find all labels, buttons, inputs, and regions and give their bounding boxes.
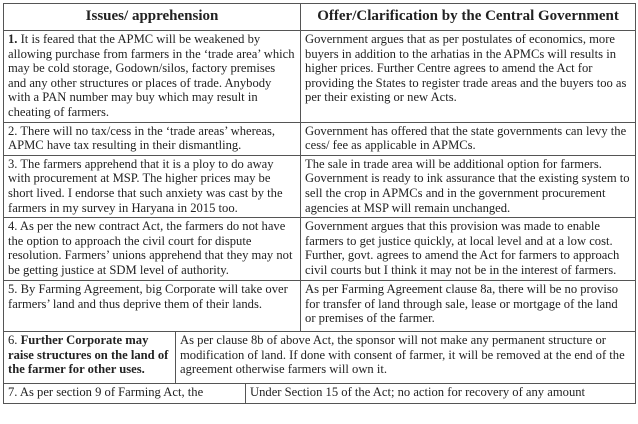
offer-cell: Under Section 15 of the Act; no action for recovery of any amount — [246, 384, 636, 404]
offer-cell: As per clause 8b of above Act, the sponsor will not make any permanent structure or modification of land. If done with consent of farmer, it will be removed at the end of the agreement otherwise farmers will own it. — [176, 332, 636, 384]
issue-number: 6. — [8, 333, 18, 348]
issue-cell: 5. By Farming Agreement, big Corporate will take over farmers’ land and thus deprive them of their lands. — [4, 281, 301, 332]
table-row — [4, 281, 636, 332]
issue-cell: 4. As per the new contract Act, the farmers do not have the option to approach the civil court for dispute resolution. Farmers’ unions apprehend that they may not be getting justice at SDM level of authority. — [4, 218, 301, 281]
offer-header: Offer/Clarification by the Central Government — [301, 4, 636, 31]
table-row — [4, 122, 636, 155]
issues-table — [3, 3, 636, 404]
offer-cell: Government argues that this provision was made to enable farmers to get justice quickly, at local level and at a low cost. Further, govt. agrees to amend the Act for farmers to approach civil courts but I think it may not be in the interest of farmers. — [301, 218, 636, 281]
table-row — [4, 155, 636, 217]
issue-cell: 2. There will no tax/cess in the ‘trade areas’ whereas, APMC have tax resulting in their dismantling. — [4, 122, 301, 155]
issue-cell: 3. The farmers apprehend that it is a ploy to do away with procurement at MSP. The higher prices may be short lived. I endorse that such anxiety was cast by the farmers in my survey in Haryana in 2015 too. — [4, 155, 301, 217]
issue-text: Further Corporate may raise structures on the land of the farmer for other uses. — [8, 333, 169, 377]
offer-cell: The sale in trade area will be additional option for farmers. Government is ready to ink assurance that the existing system to sell the crop in APMCs and in the government procurement agencies at MSP will remain unchanged. — [301, 155, 636, 217]
table-row — [4, 332, 636, 384]
header-row — [4, 4, 636, 31]
offer-cell: Government argues that as per postulates of economics, more buyers in addition to the arhatias in the APMCs will results in higher prices. Further Centre agrees to amend the Act for providing the States to register trade areas and the buyers too as per their existing or new Acts. — [301, 31, 636, 123]
issue-cell — [4, 31, 301, 123]
issue-text: It is feared that the APMC will be weakened by allowing purchase from farmers in the ‘trade area’ which may be cold storage, Godown/silos, factory premises and any other structures or places of trade. Anybody with a PAN number may buy which may result in cheating of farmers. — [8, 32, 295, 119]
issues-header: Issues/ apprehension — [4, 4, 301, 31]
issue-number: 1. — [8, 32, 18, 46]
table-row — [4, 218, 636, 281]
issue-cell: 7. As per section 9 of Farming Act, the — [4, 384, 246, 404]
issue-cell — [4, 332, 176, 384]
table-row — [4, 384, 636, 404]
table-row — [4, 31, 636, 123]
offer-cell: Government has offered that the state governments can levy the cess/ fee as applicable in APMCs. — [301, 122, 636, 155]
offer-cell: As per Farming Agreement clause 8a, there will be no proviso for transfer of land through sale, lease or mortgage of the land or premises of the farmer. — [301, 281, 636, 332]
